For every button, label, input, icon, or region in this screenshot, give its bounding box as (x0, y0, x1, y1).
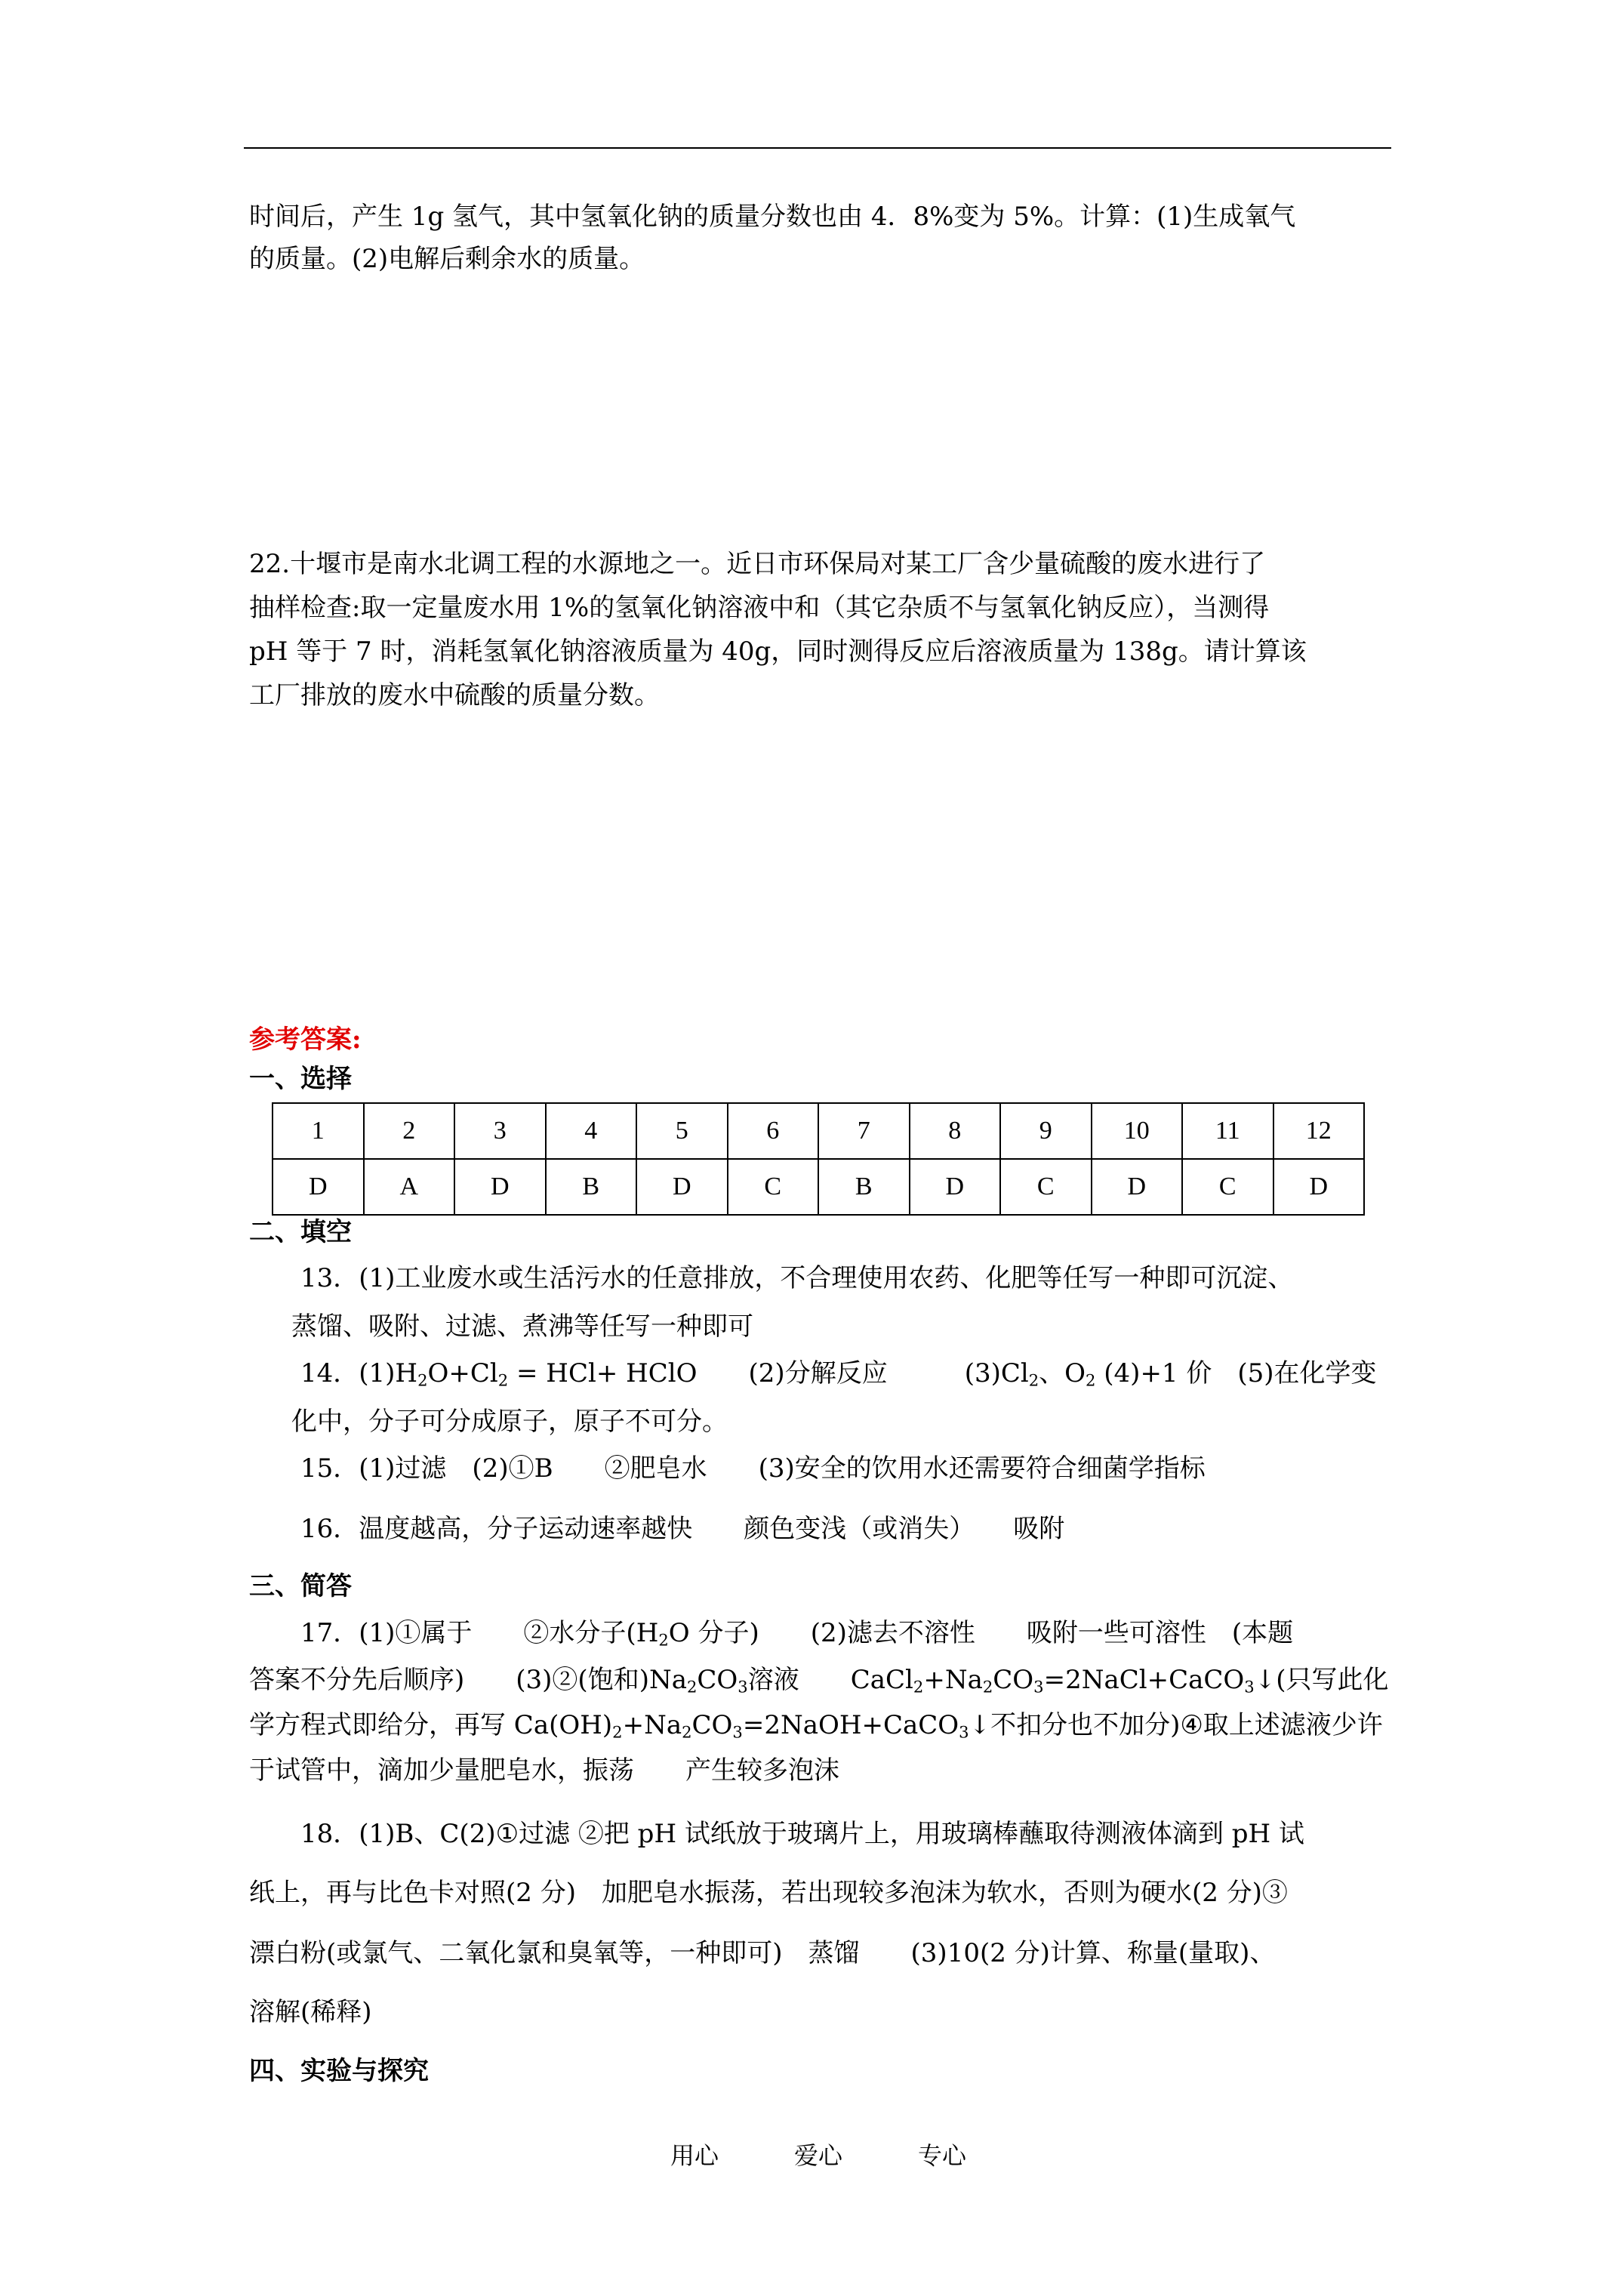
choice-answer: D (1092, 1159, 1183, 1215)
header-rule (244, 147, 1391, 149)
answer-18-line-2: 纸上，再与比色卡对照(2 分) 加肥皂水振荡，若出现较多泡沫为软水，否则为硬水(2 分)③ (249, 1878, 1288, 1908)
q22-line-2: 抽样检查:取一定量废水用 1%的氢氧化钠溶液中和（其它杂质不与氢氧化钠反应），当测得 (249, 593, 1270, 623)
choice-answer: A (364, 1159, 455, 1215)
question-number: 2 (364, 1103, 455, 1159)
question-number: 12 (1273, 1103, 1365, 1159)
question-number: 3 (454, 1103, 546, 1159)
q21-line-2: 的质量。(2)电解后剩余水的质量。 (249, 244, 645, 274)
choice-answer: D (273, 1159, 364, 1215)
answer-13-line-1: 13．(1)工业废水或生活污水的任意排放，不合理使用农药、化肥等任写一种即可沉淀、 (300, 1263, 1294, 1293)
answer-18-line-4: 溶解(稀释) (249, 1997, 372, 2027)
choice-answer: C (1000, 1159, 1092, 1215)
choice-answer: B (818, 1159, 910, 1215)
answer-18-line-3: 漂白粉(或氯气、二氧化氯和臭氧等，一种即可) 蒸馏 (3)10(2 分)计算、称量(量取)、 (249, 1938, 1276, 1968)
choice-answer: D (636, 1159, 728, 1215)
answer-17-line-3: 学方程式即给分，再写 $Ca(OH)_2+Na_2CO_3=2NaOH+CaCO_3↓$不扣分也不加分)④取上述滤液少许 (249, 1710, 1383, 1742)
question-number: 4 (546, 1103, 637, 1159)
footer-text-1: 用心 (670, 2141, 719, 2170)
answer-table (272, 1102, 1365, 1216)
choice-answer: C (1182, 1159, 1273, 1215)
q22-line-1: 22.十堰市是南水北调工程的水源地之一。近日市环保局对某工厂含少量硫酸的废水进行了 (249, 549, 1266, 579)
answer-16: 16．温度越高，分子运动速率越快 颜色变浅（或消失） 吸附 (300, 1514, 1065, 1544)
question-number: 1 (273, 1103, 364, 1159)
footer-text-2: 爱心 (794, 2141, 843, 2170)
question-number: 7 (818, 1103, 910, 1159)
question-number: 10 (1092, 1103, 1183, 1159)
answer-15: 15．(1)过滤 (2)①B ②肥皂水 (3)安全的饮用水还需要符合细菌学指标 (300, 1453, 1206, 1484)
section-experiment-heading: 四、实验与探究 (249, 2056, 429, 2086)
question-number: 8 (910, 1103, 1001, 1159)
answer-table-numbers-row (273, 1103, 1364, 1159)
section-fill-heading: 二、填空 (249, 1217, 352, 1247)
question-number: 9 (1000, 1103, 1092, 1159)
question-number: 6 (728, 1103, 819, 1159)
section-short-answer-heading: 三、简答 (249, 1571, 352, 1601)
choice-answer: D (454, 1159, 546, 1215)
choice-answer: C (728, 1159, 819, 1215)
answer-18-line-1: 18．(1)B、C(2)①过滤 ②把 pH 试纸放于玻璃片上，用玻璃棒蘸取待测液体滴到 pH 试 (300, 1819, 1304, 1849)
answer-17-line-4: 于试管中，滴加少量肥皂水，振荡 产生较多泡沫 (249, 1755, 839, 1786)
answer-14-line-1: 14．$(1)H_2O+Cl_2 = HCl+$ HClO (2)分解反应 $(3)Cl_2$、$O_2$ (4)+1 价 (5)在化学变 (300, 1358, 1377, 1390)
choice-answer: D (910, 1159, 1001, 1215)
section-choice-heading: 一、选择 (249, 1064, 352, 1094)
answer-14-line-2: 化中，分子可分成原子，原子不可分。 (291, 1407, 728, 1437)
answer-17-line-1: 17．(1)①属于 ②水分子($H_2O$ 分子) (2)滤去不溶性 吸附一些可溶性 (本题 (300, 1618, 1294, 1650)
footer-text-3: 专心 (918, 2141, 967, 2170)
q22-line-4: 工厂排放的废水中硫酸的质量分数。 (249, 680, 660, 710)
choice-answer: B (546, 1159, 637, 1215)
q22-line-3: pH 等于 7 时，消耗氢氧化钠溶液质量为 40g，同时测得反应后溶液质量为 138g。请计算该 (249, 636, 1307, 667)
question-number: 5 (636, 1103, 728, 1159)
answer-table-choices-row (273, 1159, 1364, 1215)
answer-17-line-2: 答案不分先后顺序) (3)②(饱和)$Na_2CO_3$溶液 $CaCl_2+Na_2CO_3=2NaCl+CaCO_3↓$(只写此化 (249, 1665, 1389, 1697)
question-number: 11 (1182, 1103, 1273, 1159)
answer-13-line-2: 蒸馏、吸附、过滤、煮沸等任写一种即可 (291, 1311, 753, 1342)
q21-line-1: 时间后，产生 1g 氢气，其中氢氧化钠的质量分数也由 4．8%变为 5%。计算：(1)生成氧气 (249, 202, 1296, 232)
choice-answer: D (1273, 1159, 1365, 1215)
answers-heading: 参考答案: (249, 1025, 362, 1055)
